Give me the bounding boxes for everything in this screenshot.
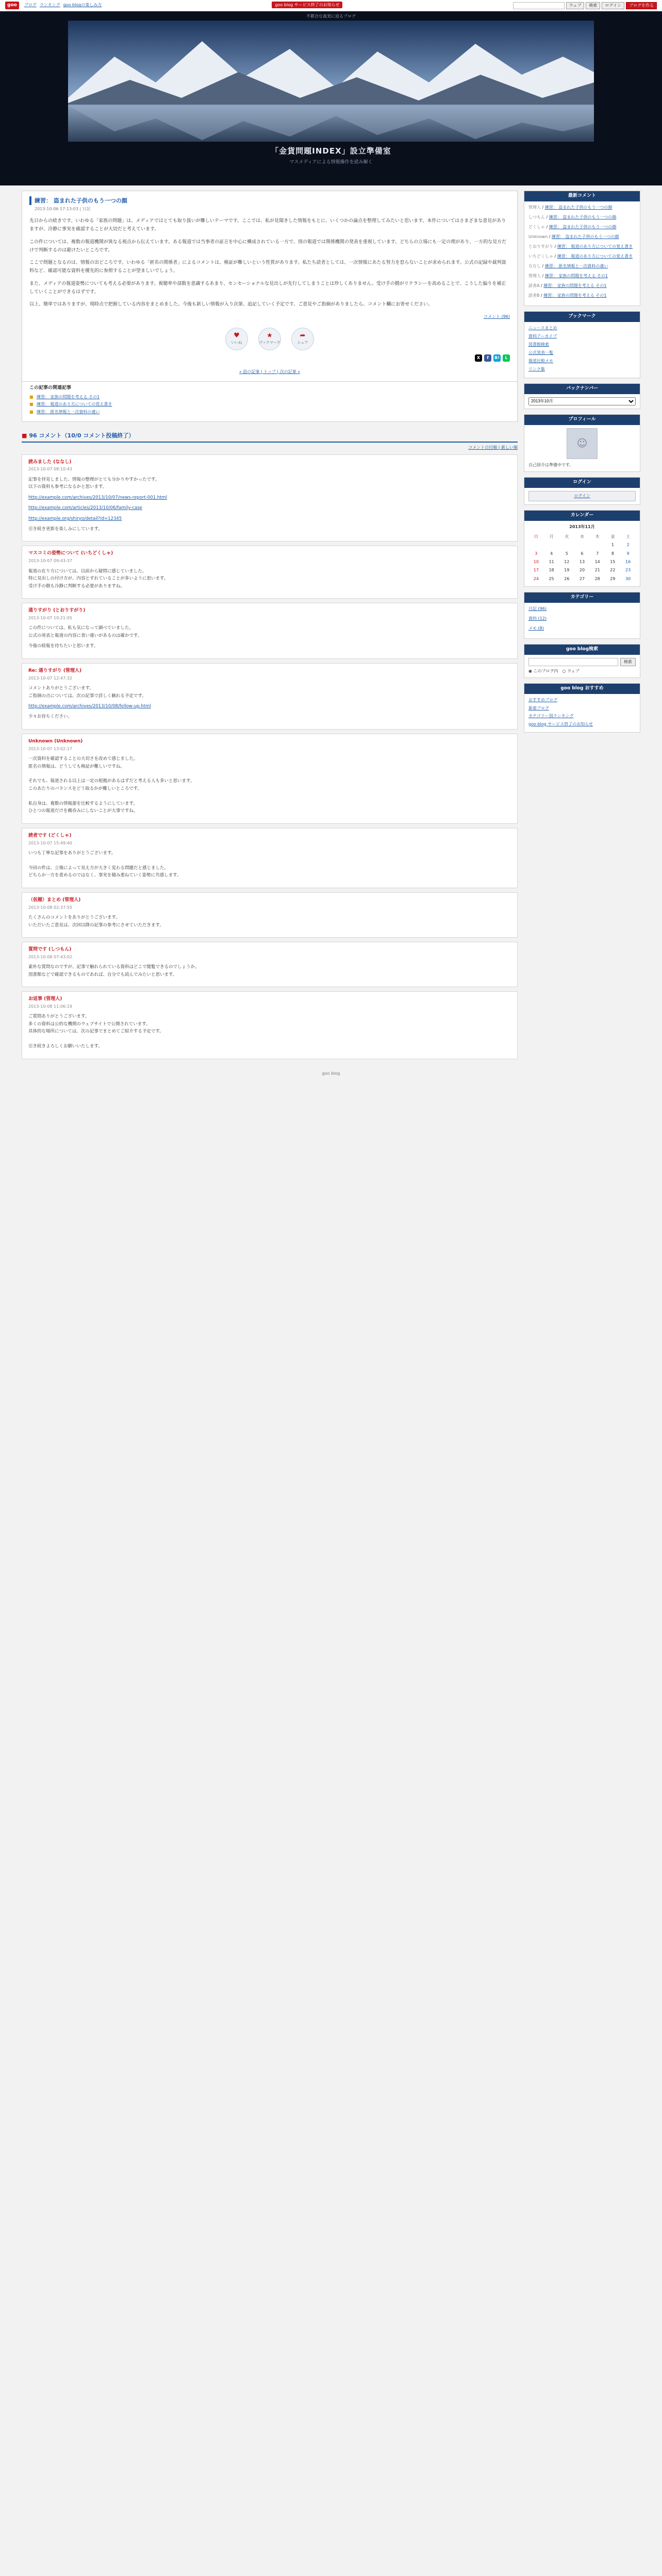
recent-comment-author: とおりすがり	[528, 244, 553, 249]
post-paragraph: 先日からの続きです。いわゆる「家族の問題」は、メディアではとても取り扱いが難しいテーマです。ここでは、私が見聞きした情報をもとに、いくつかの論点を整理してみたいと思います。本件についてはさまざまな意見がありますが、冷静に事実を確認することが大切だと考えています。	[29, 218, 506, 232]
profile-text: 自己紹介は準備中です。	[528, 462, 574, 467]
calendar-month: 2013年11月	[569, 524, 595, 530]
tools-list	[524, 694, 640, 732]
comment-body: ご質問ありがとうございます。 多くの資料は公的な機関のウェブサイトで公開されています。 具体的な場所については、次の記事でまとめてご紹介する予定です。 引き続きよろしくお願いいたします。	[28, 1014, 164, 1049]
login-box	[524, 477, 640, 505]
calendar-weekday-row	[528, 533, 636, 541]
sns-row	[29, 354, 510, 362]
calendar-day[interactable]: 29	[610, 576, 616, 581]
recent-comment-author: いちどくしゃ	[528, 253, 553, 259]
comment-item	[22, 991, 518, 1059]
recent-comments-title: 最新コメント	[524, 191, 640, 201]
bookmark-title: ブックマーク	[524, 312, 640, 322]
comment-body-tail: 今後の続報を待ちたいと思います。	[28, 643, 98, 649]
comment-date: 2013-10-07 15:49:40	[28, 840, 72, 845]
radio-this-label: このブログ内	[533, 669, 558, 674]
comment-title: 読みました (ななし)	[28, 459, 72, 465]
calendar-box	[524, 510, 640, 587]
calendar-weekday: 木	[595, 534, 600, 539]
comments-sort-links[interactable]: コメント日付順 | 新しい順	[468, 445, 518, 450]
calendar-day[interactable]: 21	[594, 568, 600, 573]
bookmark-link[interactable]: リンク集	[528, 366, 545, 371]
post-paragraph: 以上、簡単ではありますが、現時点で把握している内容をまとめました。今後も新しい情報が入り次第、追記していく予定です。ご意見やご指摘がありましたら、コメント欄にお寄せください。	[29, 302, 433, 308]
bookmark-link[interactable]: 図書館検索	[528, 342, 549, 347]
bookmark-link[interactable]: 公式発表一覧	[528, 350, 553, 355]
tool-link[interactable]: おすすめブログ	[528, 698, 558, 703]
bookmark-link[interactable]: ニュースまとめ	[528, 325, 557, 330]
header-banner-image	[68, 21, 594, 142]
calendar-day[interactable]: 16	[625, 559, 631, 564]
recent-comment-author: 読者B	[528, 293, 540, 298]
calendar-weekday: 日	[534, 534, 538, 539]
goo-login-button[interactable]: ログイン	[602, 2, 624, 9]
category-item[interactable]	[528, 606, 636, 612]
recent-comment-post-link[interactable]: 練習： 報道のあり方についての覚え書き	[557, 253, 633, 259]
goo-search	[513, 2, 657, 9]
heart-icon: ♥	[234, 331, 240, 340]
comment-body: この件については、私も気になって調べていました。 公式の発表と報道の内容に食い違いがあるのは確かです。	[28, 625, 142, 638]
blog-search-button[interactable]: 検索	[620, 658, 636, 666]
category-item[interactable]	[528, 625, 636, 632]
backnumber-box	[524, 383, 640, 409]
recent-comment-author: 管理人	[528, 273, 541, 278]
calendar-day[interactable]: 17	[533, 568, 539, 573]
comment-url-link[interactable]: http://example.com/archives/2013/10/07/news-report-001.html	[28, 495, 168, 500]
x-share-icon[interactable]: X	[475, 354, 482, 362]
recent-comment-author: 管理人	[528, 205, 541, 210]
recent-comments-box	[524, 191, 640, 306]
recent-comment-author: Unknown	[528, 234, 548, 239]
bookmark-item[interactable]	[528, 325, 636, 331]
related-link[interactable]: 練習： 家族の問題を考える その1	[37, 394, 100, 399]
calendar-day[interactable]: 7	[596, 551, 599, 556]
recent-comment-item: 管理人 / 練習： 家族の問題を考える その1	[528, 273, 608, 278]
bookmark-item[interactable]	[528, 350, 636, 356]
goo-logo[interactable]: goo	[5, 2, 19, 10]
goo-register-button[interactable]: ブログを作る	[626, 2, 657, 9]
backnumber-title: バックナンバー	[524, 384, 640, 394]
facebook-share-icon[interactable]: f	[484, 354, 491, 362]
recent-comment-item: とおりすがり / 練習： 報道のあり方についての覚え書き	[528, 244, 633, 249]
comments-sort	[22, 445, 518, 451]
calendar-day[interactable]: 2	[626, 543, 630, 548]
category-list	[528, 606, 636, 632]
calendar-title: カレンダー	[524, 511, 640, 521]
calendar-weekday: 土	[626, 534, 631, 539]
goo-search-input[interactable]	[513, 2, 565, 9]
post-title[interactable]: 練習： 盗まれた子供のもう一つの顔	[29, 196, 510, 205]
blog-search-input[interactable]	[528, 658, 618, 666]
calendar-day[interactable]: 6	[581, 551, 584, 556]
calendar-day[interactable]: 12	[564, 559, 570, 564]
calendar-day[interactable]: 27	[579, 576, 585, 581]
comment-date: 2013-10-07 12:47:32	[28, 675, 72, 681]
comment-body: 記事を拝見しました。情報の整理がとても分かりやすかったです。 以下の資料も参考になるかと思います。	[28, 477, 160, 490]
comment-icon: ■	[22, 432, 27, 439]
calendar-day[interactable]: 11	[549, 559, 554, 564]
bookmark-icon: ★	[267, 331, 273, 340]
recent-comment-author: 読者A	[528, 283, 540, 288]
radio-web[interactable]: ○ ウェブ	[562, 669, 580, 674]
calendar-day[interactable]: 19	[564, 568, 570, 573]
calendar-day[interactable]: 26	[564, 576, 570, 581]
tool-link[interactable]: 新着ブログ	[528, 705, 549, 710]
calendar-day[interactable]: 18	[549, 568, 554, 573]
comment-title: Re: 通りすがり (管理人)	[28, 668, 82, 673]
comment-body: コメントありがとうございます。 ご指摘の点については、次の記事で詳しく触れる予定です。	[28, 686, 146, 699]
related-item[interactable]	[29, 409, 510, 415]
recent-comment-post-link[interactable]: 練習： 盗まれた子供のもう一つの顔	[551, 234, 619, 239]
comment-date: 2013-10-08 07:43:02	[28, 954, 72, 959]
comment-title: お返事 (管理人)	[28, 996, 62, 1002]
recent-comment-post-link[interactable]: 練習： 家族の問題を考える その1	[543, 293, 607, 298]
calendar-day[interactable]: 1	[611, 543, 614, 548]
radio-this-blog[interactable]: ◉ このブログ内	[528, 669, 558, 674]
header-title-box	[68, 145, 594, 166]
post-nav-links[interactable]: « 前の記事 | トップ | 次の記事 »	[239, 369, 301, 374]
calendar-week	[528, 550, 636, 558]
profile-box	[524, 414, 640, 472]
comment-title: （仮題）まとめ (管理人)	[28, 897, 81, 903]
share-icon: ➦	[300, 331, 306, 340]
post-footer	[29, 314, 510, 320]
blog-search-box	[524, 644, 640, 678]
comment-body-tail: 引き続き更新を楽しみにしています。	[28, 527, 103, 532]
calendar-day[interactable]: 25	[549, 576, 554, 581]
post-navigation	[29, 369, 510, 375]
login-button[interactable]: ログイン	[528, 491, 636, 501]
promo-badge[interactable]: goo blog サービス終了のお知らせ	[272, 2, 342, 8]
goo-links	[24, 2, 102, 8]
comment-item	[22, 546, 518, 599]
tools-title: goo blog おすすめ	[524, 684, 640, 694]
comment-count-link[interactable]: コメント (96)	[484, 314, 510, 319]
goo-top-bar	[0, 0, 662, 11]
recent-comment-item: 読者A / 練習： 家族の問題を考える その1	[528, 283, 607, 288]
site-subtitle: マスメディアによる情報操作を読み解く	[289, 160, 373, 165]
avatar	[567, 428, 598, 459]
comment-body: 一次資料を確認することの大切さを改めて感じました。 匿名の情報は、どうしても検証が難しいですね。 それでも、報道される以上は一定の根拠があるはずだと考える人も多いと思います。 このあたりのバランスをどう取るかが難しいところです。 私自身は、複数の情報源を比較するようにしています。 ひとつの報道だけを鵜呑みにしないことが大事ですね。	[28, 756, 195, 814]
calendar-table	[528, 533, 636, 583]
category-item[interactable]	[528, 616, 636, 622]
bookmark-item[interactable]	[528, 366, 636, 372]
related-item[interactable]	[29, 394, 510, 400]
comment-item	[22, 663, 518, 730]
recent-comment-post-link[interactable]: 練習： 家族の問題を考える その1	[544, 273, 608, 278]
goo-link-ranking[interactable]: ランキング	[39, 3, 60, 8]
calendar-week	[528, 575, 636, 583]
share-button[interactable]	[291, 328, 314, 350]
post-meta: 2013-10-06 17:13:03 | 日記	[35, 207, 91, 212]
calendar-week	[528, 541, 636, 549]
comment-date: 2013-10-08 02:37:55	[28, 905, 72, 910]
login-title: ログイン	[524, 478, 640, 488]
bookmark-link[interactable]: 資料アーカイブ	[528, 333, 557, 338]
post-paragraph: また、メディアの報道姿勢についても考える必要があります。視聴率や部数を意識するあまり、センセーショナルな見出しが先行してしまうことは珍しくありません。受け手の側がリテラシーを高めることで、こうした偏りを補正していくことができるはずです。	[29, 281, 506, 295]
comment-item	[22, 828, 518, 888]
calendar-day[interactable]: 10	[533, 559, 539, 564]
tools-box	[524, 683, 640, 733]
like-label: いいね	[231, 340, 242, 345]
comment-title: 通りすがり (とおりすがり)	[28, 608, 86, 614]
header-tagline: 不都合な真実に迫るブログ	[306, 14, 356, 19]
share-label: シェア	[297, 340, 308, 345]
bookmark-box	[524, 311, 640, 378]
recent-comment-post-link[interactable]: 練習： 家族の問題を考える その1	[543, 283, 607, 288]
recent-comment-post-link[interactable]: 練習： 盗まれた子供のもう一つの顔	[549, 214, 617, 219]
comment-title: 読者です (どくしゃ)	[28, 833, 72, 838]
recent-comment-item: Unknown / 練習： 盗まれた子供のもう一つの顔	[528, 234, 619, 239]
site-title[interactable]: 「金貨問題INDEX」設立準備室	[271, 146, 391, 156]
calendar-day	[590, 541, 605, 549]
bookmark-label: ブックマーク	[259, 340, 280, 345]
recent-comment-item: 読者B / 練習： 家族の問題を考える その1	[528, 293, 607, 298]
comment-item	[22, 603, 518, 659]
comment-body: たくさんのコメントをありがとうございます。 いただいたご意見は、次回以降の記事の参考にさせていただきます。	[28, 915, 164, 928]
goo-link-howto[interactable]: goo blogの楽しみ方	[63, 3, 102, 8]
calendar-weekday: 火	[565, 534, 569, 539]
comment-item	[22, 454, 518, 542]
recent-comment-post-link[interactable]: 練習： 盗まれた子供のもう一つの顔	[549, 224, 617, 229]
calendar-day	[528, 541, 544, 549]
recent-comment-post-link[interactable]: 練習： 匿名情報と一次資料の違い	[544, 263, 608, 268]
calendar-day[interactable]: 14	[594, 559, 600, 564]
related-title: この記事の関連記事	[29, 385, 72, 391]
comment-date: 2013-10-07 08:10:43	[28, 467, 72, 472]
share-row	[29, 328, 510, 350]
bookmark-item[interactable]	[528, 358, 636, 364]
related-posts	[22, 382, 518, 422]
comment-url-link[interactable]: http://example.com/articles/2013/10/06/family-case	[28, 505, 142, 511]
comment-title: 質問です (しつもん)	[28, 946, 72, 952]
recent-comments-list	[528, 205, 636, 299]
like-button[interactable]	[225, 328, 248, 350]
calendar-weekday: 月	[549, 534, 554, 539]
user-icon: ☺	[576, 437, 588, 450]
calendar-day[interactable]: 20	[579, 568, 585, 573]
calendar-day[interactable]: 13	[579, 559, 585, 564]
comment-body: 報道の在り方については、以前から疑問に感じていました。 特に見出しの付け方が、内容とずれていることが多いように思います。 受け手の側も冷静に判断する必要がありますね。	[28, 568, 169, 589]
comment-title: マスコミの姿勢について (いちどくしゃ)	[28, 551, 113, 556]
bookmark-item[interactable]	[528, 333, 636, 340]
post-paragraph: ここで問題となるのは、情報の出どころです。いわゆる「匿名の関係者」によるコメントは、検証が難しいという性質があります。私たち読者としては、一次情報にあたる努力を怠らないことが求められます。公式の記録や裁判資料など、確認可能な資料を優先的に参照することが望ましいでしょう。	[29, 260, 506, 274]
calendar-day	[559, 541, 574, 549]
footer: goo blog	[322, 1071, 340, 1076]
calendar-day[interactable]: 5	[565, 551, 568, 556]
blog-post	[22, 191, 518, 382]
bookmark-button[interactable]	[258, 328, 281, 350]
comment-date: 2013-10-07 13:02:17	[28, 746, 72, 751]
bookmark-link[interactable]: 報道比較メモ	[528, 358, 553, 363]
calendar-day[interactable]: 15	[610, 559, 616, 564]
comments-header-text: 96 コメント（10/0 コメント投稿終了）	[29, 432, 135, 439]
calendar-day[interactable]: 3	[535, 551, 538, 556]
calendar-day[interactable]: 4	[550, 551, 553, 556]
recent-comment-author: ななし	[528, 263, 541, 268]
post-paragraph: この件については、複数の報道機関が異なる視点から伝えています。ある報道では当事者の証言を中心に構成されている一方で、別の報道では関係機関の発表を重視しています。どちらの立場にも一定の理があり、一方的な見方だけで判断するのは避けたいところです。	[29, 239, 507, 253]
comment-date: 2013-10-08 11:06:19	[28, 1004, 72, 1009]
category-link[interactable]: メモ (8)	[528, 626, 544, 631]
comment-body: いつも丁寧な記事をありがとうございます。 今回の件は、立場によって見え方が大きく変わる問題だと感じました。 どちらか一方を責めるのではなく、事実を積み重ねていく姿勢に共感します。	[28, 850, 181, 878]
comments-header	[22, 431, 518, 443]
comment-list	[22, 454, 518, 1059]
calendar-day	[574, 541, 590, 549]
calendar-day[interactable]: 22	[610, 568, 616, 573]
related-list	[29, 394, 510, 415]
backnumber-select[interactable]	[528, 397, 636, 405]
comment-item	[22, 892, 518, 938]
recent-comment-post-link[interactable]: 練習： 盗まれた子供のもう一つの顔	[544, 205, 613, 210]
category-title: カテゴリー	[524, 592, 640, 603]
recent-comment-post-link[interactable]: 練習： 報道のあり方についての覚え書き	[557, 244, 633, 249]
comment-body-tail: 少々お待ちください。	[28, 714, 73, 720]
main-column	[22, 191, 518, 1063]
calendar-week	[528, 566, 636, 574]
recent-comment-item: ななし / 練習： 匿名情報と一次資料の違い	[528, 263, 608, 268]
tool-link[interactable]: カテゴリー別ランキング	[528, 714, 574, 719]
recent-comment-item: いちどくしゃ / 練習： 報道のあり方についての覚え書き	[528, 253, 633, 259]
calendar-weekday: 水	[580, 534, 584, 539]
calendar-day[interactable]: 23	[625, 568, 631, 573]
page-wrapper	[22, 185, 640, 1063]
line-share-icon[interactable]: L	[503, 354, 510, 362]
goo-web-button[interactable]: ウェブ	[566, 2, 585, 9]
comment-url-link[interactable]: http://example.org/shiryo/detail?id=12345	[28, 516, 122, 521]
site-header	[0, 11, 662, 185]
bookmark-item[interactable]	[528, 342, 636, 348]
calendar-day[interactable]: 9	[626, 551, 630, 556]
category-link[interactable]: 資料 (12)	[528, 616, 547, 621]
goo-promo	[107, 2, 507, 9]
comment-item	[22, 734, 518, 824]
calendar-week	[528, 558, 636, 566]
mountain-lake-illustration	[68, 21, 594, 142]
comment-title: Unknown (Unknown)	[28, 738, 83, 744]
calendar-day[interactable]: 28	[594, 576, 600, 581]
category-link[interactable]: 日記 (96)	[528, 606, 547, 612]
related-link[interactable]: 練習： 報道のあり方についての覚え書き	[37, 402, 112, 407]
comment-body: 素朴な質問なのですが、記事で触れられている資料はどこで閲覧できるのでしょうか。 図書館などで確認できるものであれば、自分でも読んでみたいと思います。	[28, 964, 200, 977]
recent-comment-item: どくしゃ / 練習： 盗まれた子供のもう一つの顔	[528, 224, 617, 229]
recent-comment-item: しつもん / 練習： 盗まれた子供のもう一つの顔	[528, 214, 617, 219]
hatena-share-icon[interactable]: B!	[493, 354, 501, 362]
calendar-day[interactable]: 30	[625, 576, 631, 581]
calendar-day[interactable]: 8	[611, 551, 614, 556]
category-box	[524, 592, 640, 639]
blog-search-title: goo blog検索	[524, 645, 640, 655]
profile-title: プロフィール	[524, 415, 640, 425]
goo-link-blog[interactable]: ブログ	[24, 3, 37, 8]
bookmark-list	[528, 325, 636, 372]
comment-date: 2013-10-07 09:43:37	[28, 558, 72, 564]
recent-comment-author: どくしゃ	[528, 224, 545, 229]
calendar-day	[544, 541, 559, 549]
tool-link[interactable]: goo blog サービス終了のお知らせ	[528, 721, 593, 726]
calendar-day[interactable]: 24	[533, 576, 539, 581]
search-scope	[528, 668, 636, 674]
sidebar	[524, 191, 640, 1063]
recent-comment-author: しつもん	[528, 214, 545, 219]
calendar-weekday: 金	[610, 534, 615, 539]
radio-web-label: ウェブ	[567, 669, 580, 674]
recent-comment-item: 管理人 / 練習： 盗まれた子供のもう一つの顔	[528, 205, 613, 210]
comment-date: 2013-10-07 10:21:05	[28, 616, 72, 621]
comment-item	[22, 942, 518, 987]
comment-url-link[interactable]: http://example.com/archives/2013/10/08/follow-up.html	[28, 703, 151, 709]
related-link[interactable]: 練習： 匿名情報と一次資料の違い	[37, 409, 100, 414]
related-item[interactable]	[29, 401, 510, 408]
goo-search-button[interactable]: 検索	[586, 2, 600, 9]
